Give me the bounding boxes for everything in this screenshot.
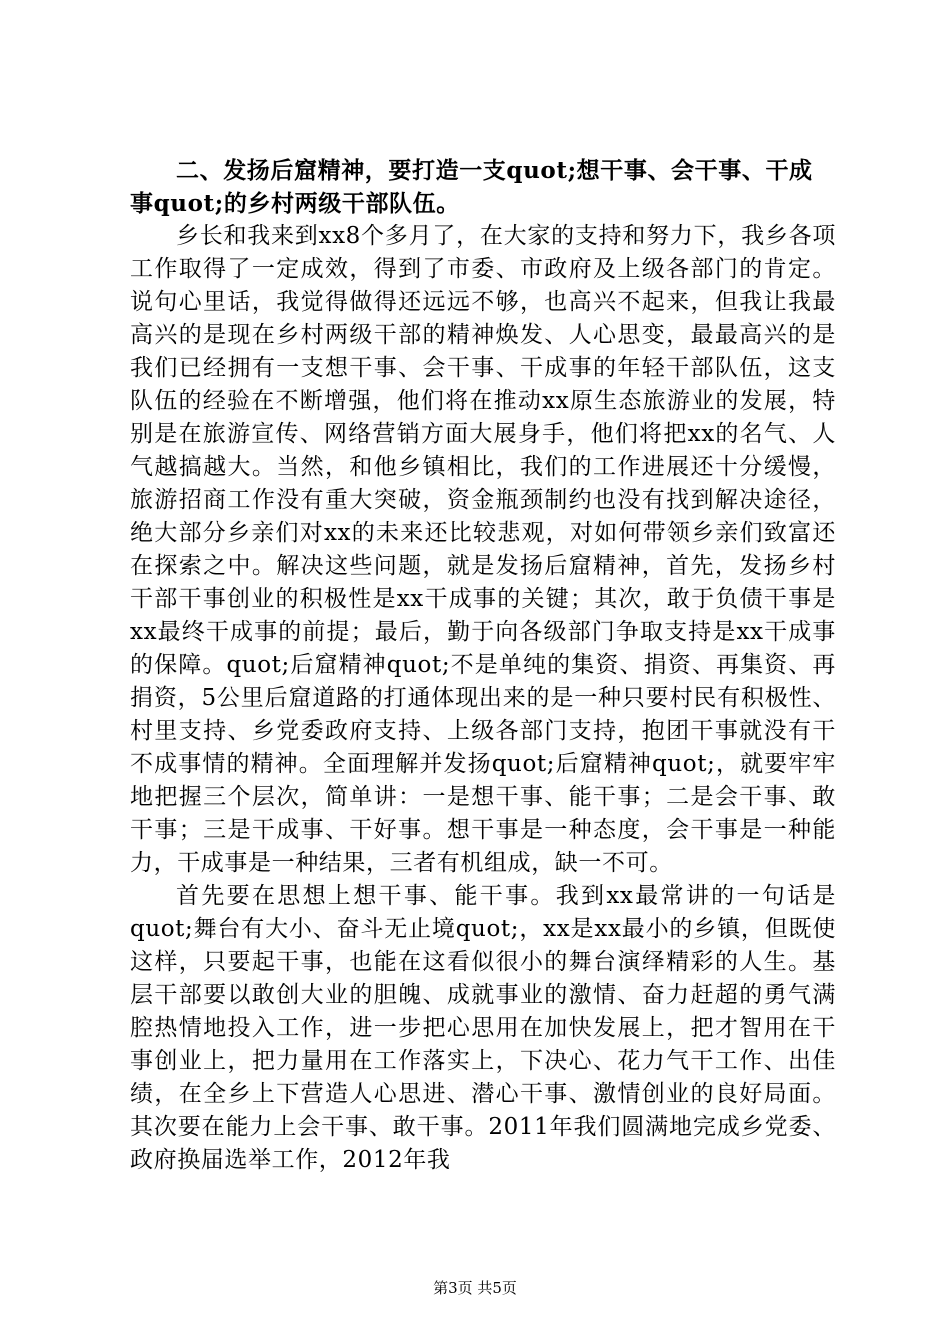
section-heading: 二、发扬后窟精神，要打造一支quot;想干事、会干事、干成事quot;的乡村两级干部队伍。: [130, 157, 813, 217]
body-paragraph-2: 首先要在思想上想干事、能干事。我到xx最常讲的一句话是quot;舞台有大小、奋斗无止境quot;，xx是xx最小的乡镇，但既使这样，只要起干事，也能在这看似很小的舞台演绎精彩的人生。基层干部要以敢创大业的胆魄、成就事业的激情、奋力赶超的勇气满腔热情地投入工作，进一步把心思用在加快发展上，把才智用在干事创业上，把力量用在工作落实上，下决心、花力气干工作、出佳绩，在全乡上下营造人心思进、潜心干事、激情创业的良好局面。其次要在能力上会干事、敢干事。2011年我们圆满地完成乡党委、政府换届选举工作，2012年我: [130, 883, 836, 1173]
body-paragraph-1: 乡长和我来到xx8个多月了，在大家的支持和努力下，我乡各项工作取得了一定成效，得到了市委、市政府及上级各部门的肯定。说句心里话，我觉得做得还远远不够，也高兴不起来，但我让我最高兴的是现在乡村两级干部的精神焕发、人心思变，最最高兴的是我们已经拥有一支想干事、会干事、干成事的年轻干部队伍，这支队伍的经验在不断增强，他们将在推动xx原生态旅游业的发展，特别是在旅游宣传、网络营销方面大展身手，他们将把xx的名气、人气越搞越大。当然，和他乡镇相比，我们的工作进展还十分缓慢，旅游招商工作没有重大突破，资金瓶颈制约也没有找到解决途径，绝大部分乡亲们对xx的未来还比较悲观，对如何带领乡亲们致富还在探索之中。解决这些问题，就是发扬后窟精神，首先，发扬乡村干部干事创业的积极性是xx干成事的关键；其次，敢于负债干事是xx最终干成事的前提；最后，勤于向各级部门争取支持是xx干成事的保障。quot;后窟精神quot;不是单纯的集资、捐资、再集资、再捐资，5公里后窟道路的打通体现出来的是一种只要村民有积极性、村里支持、乡党委政府支持、上级各部门支持，抱团干事就没有干不成事情的精神。全面理解并发扬quot;后窟精神quot;，就要牢牢地把握三个层次，简单讲：一是想干事、能干事；二是会干事、敢干事；三是干成事、干好事。想干事是一种态度，会干事是一种能力，干成事是一种结果，三者有机组成，缺一不可。: [130, 223, 836, 876]
page-footer: 第3页 共5页: [433, 1279, 517, 1297]
document-body: [130, 154, 836, 1177]
